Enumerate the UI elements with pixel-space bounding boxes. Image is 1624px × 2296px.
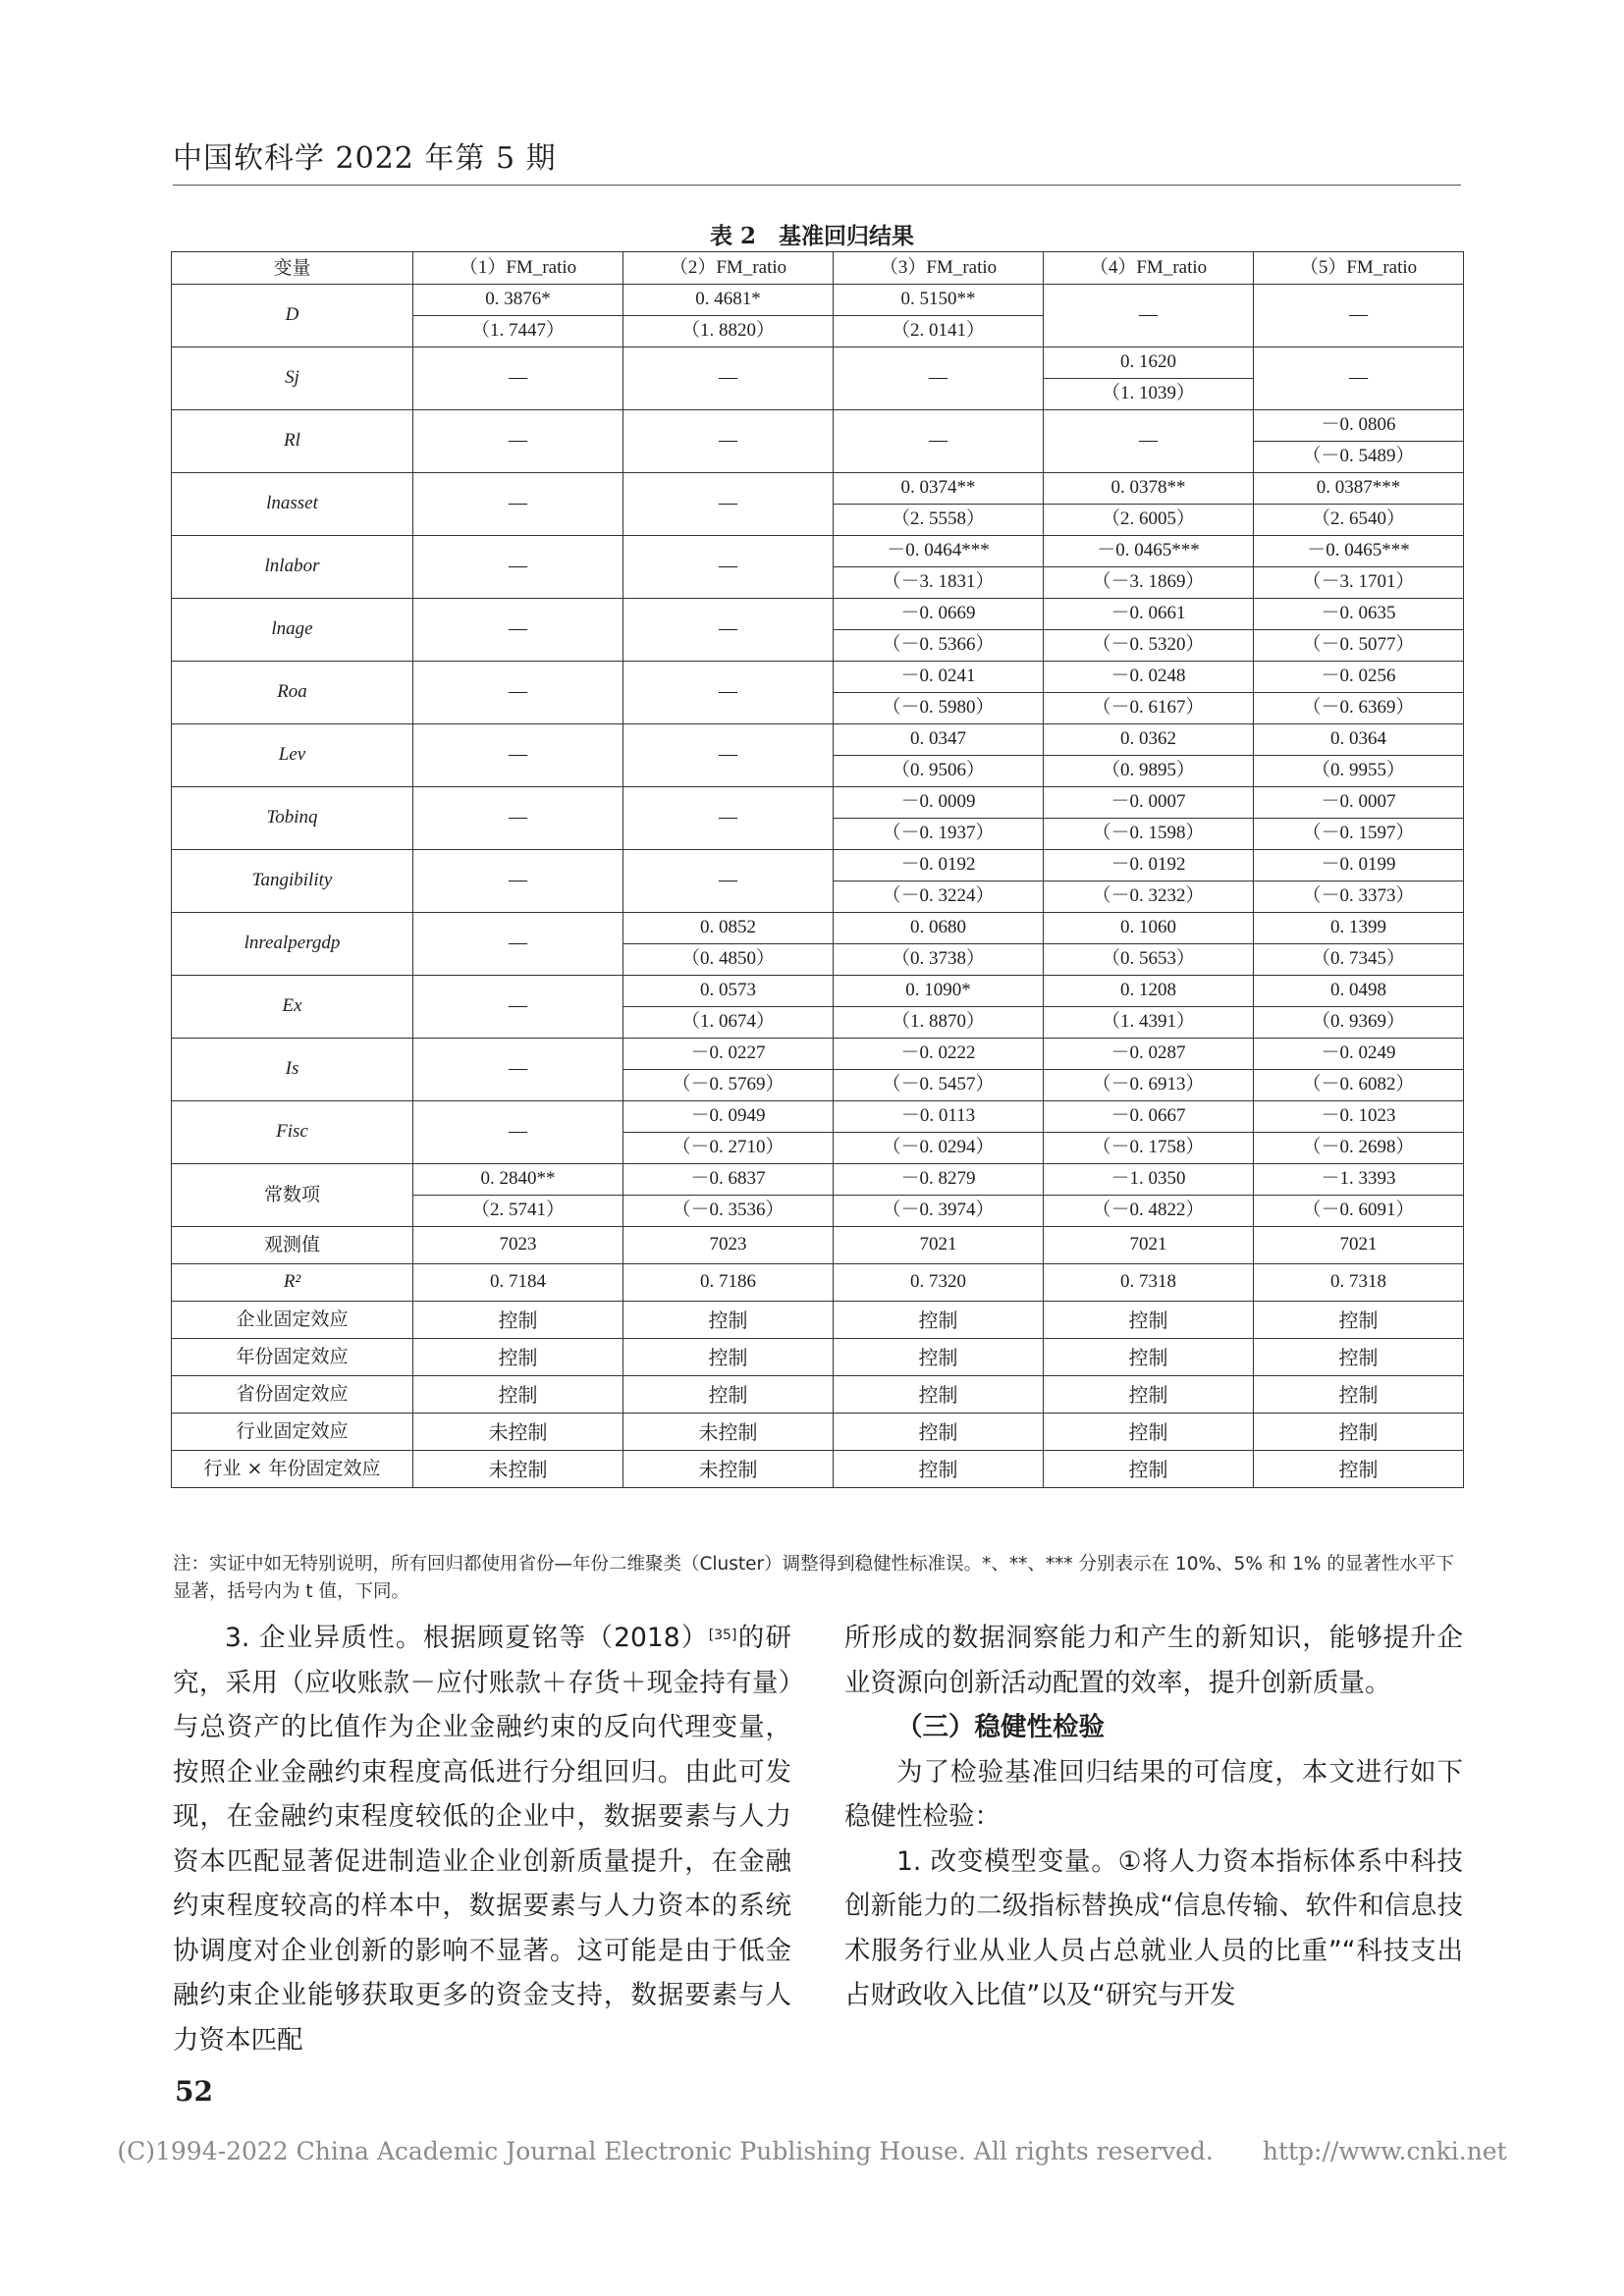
- table-cell: 控制: [834, 1376, 1044, 1414]
- header-cell: 变量: [172, 252, 413, 285]
- coefficient-cell: －0. 0192: [834, 850, 1044, 881]
- coefficient-cell: 0. 0387***: [1254, 473, 1464, 505]
- t-value-cell: （－0. 6913）: [1044, 1070, 1254, 1101]
- left-text-column: [173, 1616, 791, 2062]
- t-value-cell: （0. 7345）: [1254, 944, 1464, 976]
- variable-name-cell: Ex: [172, 976, 413, 1039]
- header-cell: （5）FM_ratio: [1254, 252, 1464, 285]
- coefficient-cell: 0. 0347: [834, 724, 1044, 756]
- coefficient-cell: －0. 1023: [1254, 1101, 1464, 1133]
- table-cell: —: [413, 536, 623, 599]
- coefficient-cell: －1. 0350: [1044, 1164, 1254, 1196]
- t-value-cell: （－0. 3974）: [834, 1196, 1044, 1227]
- table-row: [172, 536, 1464, 567]
- t-value-cell: （2. 6005）: [1044, 505, 1254, 536]
- coefficient-cell: －0. 0248: [1044, 662, 1254, 693]
- table-cell: 控制: [1254, 1414, 1464, 1451]
- table-cell: —: [413, 410, 623, 473]
- table-cell: —: [413, 850, 623, 913]
- t-value-cell: （2. 0141）: [834, 316, 1044, 347]
- coefficient-cell: －0. 0009: [834, 787, 1044, 819]
- table-cell: —: [413, 976, 623, 1039]
- table-row: [172, 976, 1464, 1007]
- t-value-cell: （－0. 3373）: [1254, 881, 1464, 913]
- table-cell: 0. 7186: [623, 1264, 834, 1302]
- t-value-cell: （1. 0674）: [623, 1007, 834, 1039]
- table-cell: 7023: [623, 1227, 834, 1264]
- t-value-cell: （1. 7447）: [413, 316, 623, 347]
- table-cell: 未控制: [413, 1451, 623, 1488]
- variable-name-cell: lnage: [172, 599, 413, 662]
- table-row: [172, 473, 1464, 505]
- coefficient-cell: －0. 0256: [1254, 662, 1464, 693]
- coefficient-cell: －0. 0635: [1254, 599, 1464, 630]
- table-cell: 控制: [1044, 1414, 1254, 1451]
- coefficient-cell: －1. 3393: [1254, 1164, 1464, 1196]
- table-cell: —: [623, 410, 834, 473]
- table-cell: —: [1254, 347, 1464, 410]
- table-row: [172, 1376, 1464, 1414]
- t-value-cell: （－0. 6082）: [1254, 1070, 1464, 1101]
- t-value-cell: （－0. 3232）: [1044, 881, 1254, 913]
- table-row: [172, 662, 1464, 693]
- t-value-cell: （－3. 1831）: [834, 567, 1044, 599]
- t-value-cell: （0. 5653）: [1044, 944, 1254, 976]
- variable-name-cell: lnrealpergdp: [172, 913, 413, 976]
- table-cell: 控制: [413, 1302, 623, 1339]
- t-value-cell: （2. 6540）: [1254, 505, 1464, 536]
- table-row: [172, 1451, 1464, 1488]
- copyright-footer: (C)1994-2022 China Academic Journal Electronic Publishing House. All rights reserved. http://www.cnki.net: [117, 2137, 1507, 2165]
- coefficient-cell: 0. 0680: [834, 913, 1044, 944]
- coefficient-cell: －0. 0661: [1044, 599, 1254, 630]
- t-value-cell: （0. 4850）: [623, 944, 834, 976]
- t-value-cell: （0. 9955）: [1254, 756, 1464, 787]
- coefficient-cell: 0. 0364: [1254, 724, 1464, 756]
- table-cell: 控制: [1044, 1339, 1254, 1376]
- variable-name-cell: D: [172, 285, 413, 347]
- coefficient-cell: 0. 0378**: [1044, 473, 1254, 505]
- coefficient-cell: －0. 8279: [834, 1164, 1044, 1196]
- header-cell: （3）FM_ratio: [834, 252, 1044, 285]
- table-note: 注：实证中如无特别说明，所有回归都使用省份—年份二维聚类（Cluster）调整得到稳健性标准误。*、**、*** 分别表示在 10%、5% 和 1% 的显著性水平下显著，括号内为 t 值，下同。: [173, 1554, 1454, 1602]
- table-cell: —: [623, 662, 834, 724]
- table-cell: —: [623, 473, 834, 536]
- table-cell: —: [413, 1101, 623, 1164]
- paragraph-text: 3. 企业异质性。根据顾夏铭等（2018）: [225, 1623, 709, 1653]
- table-cell: —: [413, 599, 623, 662]
- t-value-cell: （2. 5558）: [834, 505, 1044, 536]
- citation-ref: [35]: [708, 1628, 737, 1643]
- table-cell: 7021: [834, 1227, 1044, 1264]
- variable-name-cell: Tangibility: [172, 850, 413, 913]
- variable-name-cell: Is: [172, 1039, 413, 1101]
- coefficient-cell: －0. 0667: [1044, 1101, 1254, 1133]
- t-value-cell: （1. 4391）: [1044, 1007, 1254, 1039]
- coefficient-cell: －0. 0192: [1044, 850, 1254, 881]
- table-cell: 控制: [1254, 1376, 1464, 1414]
- table-cell: 7021: [1254, 1227, 1464, 1264]
- table-cell: —: [413, 347, 623, 410]
- coefficient-cell: 0. 2840**: [413, 1164, 623, 1196]
- coefficient-cell: －0. 0199: [1254, 850, 1464, 881]
- t-value-cell: （0. 9895）: [1044, 756, 1254, 787]
- table-cell: —: [623, 536, 834, 599]
- table-cell: —: [413, 787, 623, 850]
- table-cell: 控制: [834, 1339, 1044, 1376]
- table-header-row: [172, 252, 1464, 285]
- coefficient-cell: 0. 0852: [623, 913, 834, 944]
- regression-table-container: [171, 251, 1463, 1488]
- table-row: [172, 850, 1464, 881]
- coefficient-cell: 0. 4681*: [623, 285, 834, 316]
- t-value-cell: （1. 8870）: [834, 1007, 1044, 1039]
- coefficient-cell: 0. 1090*: [834, 976, 1044, 1007]
- table-cell: —: [834, 347, 1044, 410]
- paragraph-text: 的研究，采用（应收账款－应付账款＋存货＋现金持有量）与总资产的比值作为企业金融约束的反向代理变量，按照企业金融约束程度高低进行分组回归。由此可发现，在金融约束程度较低的企业中，数据要素与人力资本匹配显著促进制造业企业创新质量提升，在金融约束程度较高的样本中，数据要素与人力资本的系统协调度对企业创新的影响不显著。这可能是由于低金融约束企业能够获取更多的资金支持，数据要素与人力资本匹配: [173, 1623, 792, 2056]
- t-value-cell: （－3. 1869）: [1044, 567, 1254, 599]
- table-cell: 0. 7320: [834, 1264, 1044, 1302]
- table-row: [172, 599, 1464, 630]
- header-cell: （2）FM_ratio: [623, 252, 834, 285]
- t-value-cell: （－0. 3536）: [623, 1196, 834, 1227]
- coefficient-cell: 0. 1208: [1044, 976, 1254, 1007]
- table-cell: 控制: [1254, 1302, 1464, 1339]
- variable-name-cell: lnlabor: [172, 536, 413, 599]
- t-value-cell: （1. 8820）: [623, 316, 834, 347]
- t-value-cell: （0. 9506）: [834, 756, 1044, 787]
- variable-name-cell: Sj: [172, 347, 413, 410]
- table-row: [172, 347, 1464, 379]
- table-cell: 控制: [623, 1376, 834, 1414]
- coefficient-cell: －0. 0007: [1044, 787, 1254, 819]
- variable-name-cell: 行业固定效应: [172, 1414, 413, 1451]
- t-value-cell: （2. 5741）: [413, 1196, 623, 1227]
- variable-name-cell: Rl: [172, 410, 413, 473]
- table-cell: 控制: [1254, 1339, 1464, 1376]
- table-cell: 控制: [834, 1302, 1044, 1339]
- t-value-cell: （0. 9369）: [1254, 1007, 1464, 1039]
- table-cell: —: [623, 724, 834, 787]
- t-value-cell: （－0. 4822）: [1044, 1196, 1254, 1227]
- table-cell: —: [623, 599, 834, 662]
- t-value-cell: （－0. 1758）: [1044, 1133, 1254, 1164]
- coefficient-cell: 0. 0374**: [834, 473, 1044, 505]
- table-cell: 未控制: [623, 1451, 834, 1488]
- table-caption: 表 2 基准回归结果: [709, 223, 914, 249]
- paragraph: [173, 1616, 791, 2062]
- coefficient-cell: －0. 6837: [623, 1164, 834, 1196]
- paragraph: 为了检验基准回归结果的可信度，本文进行如下稳健性检验：: [844, 1756, 1463, 1832]
- coefficient-cell: －0. 0464***: [834, 536, 1044, 567]
- t-value-cell: （0. 3738）: [834, 944, 1044, 976]
- table-cell: —: [1044, 285, 1254, 347]
- coefficient-cell: 0. 1399: [1254, 913, 1464, 944]
- table-cell: 未控制: [413, 1414, 623, 1451]
- table-cell: 控制: [1044, 1376, 1254, 1414]
- table-row: [172, 787, 1464, 819]
- paragraph: 1. 改变模型变量。①将人力资本指标体系中科技创新能力的二级指标替换成“信息传输、软件和信息技术服务行业从业人员占总就业人员的比重”“科技支出占财政收入比值”以及“研究与开发: [844, 1845, 1463, 2010]
- table-row: [172, 1302, 1464, 1339]
- right-text-column: [844, 1616, 1463, 2018]
- t-value-cell: （－0. 6091）: [1254, 1196, 1464, 1227]
- t-value-cell: （－0. 5366）: [834, 630, 1044, 662]
- table-cell: 控制: [413, 1376, 623, 1414]
- coefficient-cell: －0. 0241: [834, 662, 1044, 693]
- variable-name-cell: Tobinq: [172, 787, 413, 850]
- header-cell: （4）FM_ratio: [1044, 252, 1254, 285]
- table-row: [172, 1264, 1464, 1302]
- coefficient-cell: －0. 0222: [834, 1039, 1044, 1070]
- t-value-cell: （－0. 6167）: [1044, 693, 1254, 724]
- variable-name-cell: 观测值: [172, 1227, 413, 1264]
- coefficient-cell: －0. 0806: [1254, 410, 1464, 442]
- table-cell: 控制: [1044, 1302, 1254, 1339]
- coefficient-cell: －0. 0465***: [1044, 536, 1254, 567]
- table-cell: —: [1254, 285, 1464, 347]
- coefficient-cell: 0. 0362: [1044, 724, 1254, 756]
- table-cell: 控制: [1044, 1451, 1254, 1488]
- coefficient-cell: －0. 0949: [623, 1101, 834, 1133]
- table-row: [172, 1339, 1464, 1376]
- table-cell: —: [413, 724, 623, 787]
- table-cell: 7021: [1044, 1227, 1254, 1264]
- variable-name-cell: Fisc: [172, 1101, 413, 1164]
- table-cell: 7023: [413, 1227, 623, 1264]
- variable-name-cell: 行业 × 年份固定效应: [172, 1451, 413, 1488]
- table-row: [172, 913, 1464, 944]
- table-cell: —: [413, 473, 623, 536]
- t-value-cell: （－0. 1937）: [834, 819, 1044, 850]
- table-row: [172, 410, 1464, 442]
- coefficient-cell: －0. 0113: [834, 1101, 1044, 1133]
- table-body: [172, 252, 1464, 1488]
- variable-name-cell: 省份固定效应: [172, 1376, 413, 1414]
- table-cell: —: [623, 347, 834, 410]
- t-value-cell: （1. 1039）: [1044, 379, 1254, 410]
- variable-name-cell: Roa: [172, 662, 413, 724]
- coefficient-cell: 0. 1620: [1044, 347, 1254, 379]
- table-cell: 控制: [623, 1302, 834, 1339]
- t-value-cell: （－0. 5320）: [1044, 630, 1254, 662]
- table-cell: 控制: [834, 1414, 1044, 1451]
- table-cell: 控制: [834, 1451, 1044, 1488]
- table-row: [172, 1039, 1464, 1070]
- variable-name-cell: 企业固定效应: [172, 1302, 413, 1339]
- coefficient-cell: －0. 0669: [834, 599, 1044, 630]
- table-cell: —: [1044, 410, 1254, 473]
- paragraph: 所形成的数据洞察能力和产生的新知识，能够提升企业资源向创新活动配置的效率，提升创新质量。: [844, 1623, 1463, 1698]
- table-cell: 0. 7184: [413, 1264, 623, 1302]
- table-cell: 0. 7318: [1254, 1264, 1464, 1302]
- t-value-cell: （－0. 3224）: [834, 881, 1044, 913]
- variable-name-cell: lnasset: [172, 473, 413, 536]
- header-cell: （1）FM_ratio: [413, 252, 623, 285]
- t-value-cell: （－0. 2710）: [623, 1133, 834, 1164]
- table-row: [172, 285, 1464, 316]
- t-value-cell: （－0. 1597）: [1254, 819, 1464, 850]
- table-row: [172, 1101, 1464, 1133]
- coefficient-cell: 0. 3876*: [413, 285, 623, 316]
- table-cell: —: [834, 410, 1044, 473]
- variable-name-cell: R²: [172, 1264, 413, 1302]
- coefficient-cell: 0. 0573: [623, 976, 834, 1007]
- table-cell: —: [623, 850, 834, 913]
- coefficient-cell: 0. 0498: [1254, 976, 1464, 1007]
- table-cell: —: [413, 913, 623, 976]
- table-cell: 未控制: [623, 1414, 834, 1451]
- t-value-cell: （－0. 0294）: [834, 1133, 1044, 1164]
- table-cell: —: [413, 662, 623, 724]
- coefficient-cell: －0. 0227: [623, 1039, 834, 1070]
- coefficient-cell: －0. 0287: [1044, 1039, 1254, 1070]
- coefficient-cell: －0. 0249: [1254, 1039, 1464, 1070]
- page-number: 52: [175, 2075, 213, 2108]
- t-value-cell: （－0. 5457）: [834, 1070, 1044, 1101]
- t-value-cell: （－3. 1701）: [1254, 567, 1464, 599]
- t-value-cell: （－0. 2698）: [1254, 1133, 1464, 1164]
- table-cell: 控制: [1254, 1451, 1464, 1488]
- section-heading: （三）稳健性检验: [896, 1712, 1105, 1742]
- variable-name-cell: 年份固定效应: [172, 1339, 413, 1376]
- table-cell: —: [623, 787, 834, 850]
- coefficient-cell: －0. 0007: [1254, 787, 1464, 819]
- table-row: [172, 1414, 1464, 1451]
- t-value-cell: （－0. 6369）: [1254, 693, 1464, 724]
- table-row: [172, 724, 1464, 756]
- variable-name-cell: 常数项: [172, 1164, 413, 1227]
- variable-name-cell: Lev: [172, 724, 413, 787]
- table-cell: —: [413, 1039, 623, 1101]
- coefficient-cell: 0. 5150**: [834, 285, 1044, 316]
- table-cell: 0. 7318: [1044, 1264, 1254, 1302]
- running-head: 中国软科学 2022 年第 5 期: [173, 141, 557, 176]
- t-value-cell: （－0. 1598）: [1044, 819, 1254, 850]
- t-value-cell: （－0. 5077）: [1254, 630, 1464, 662]
- regression-table: [171, 251, 1464, 1488]
- table-cell: 控制: [413, 1339, 623, 1376]
- table-row: [172, 1227, 1464, 1264]
- t-value-cell: （－0. 5769）: [623, 1070, 834, 1101]
- t-value-cell: （－0. 5980）: [834, 693, 1044, 724]
- coefficient-cell: －0. 0465***: [1254, 536, 1464, 567]
- header-rule: [173, 185, 1461, 186]
- table-row: [172, 1164, 1464, 1196]
- table-cell: 控制: [623, 1339, 834, 1376]
- coefficient-cell: 0. 1060: [1044, 913, 1254, 944]
- t-value-cell: （－0. 5489）: [1254, 442, 1464, 473]
